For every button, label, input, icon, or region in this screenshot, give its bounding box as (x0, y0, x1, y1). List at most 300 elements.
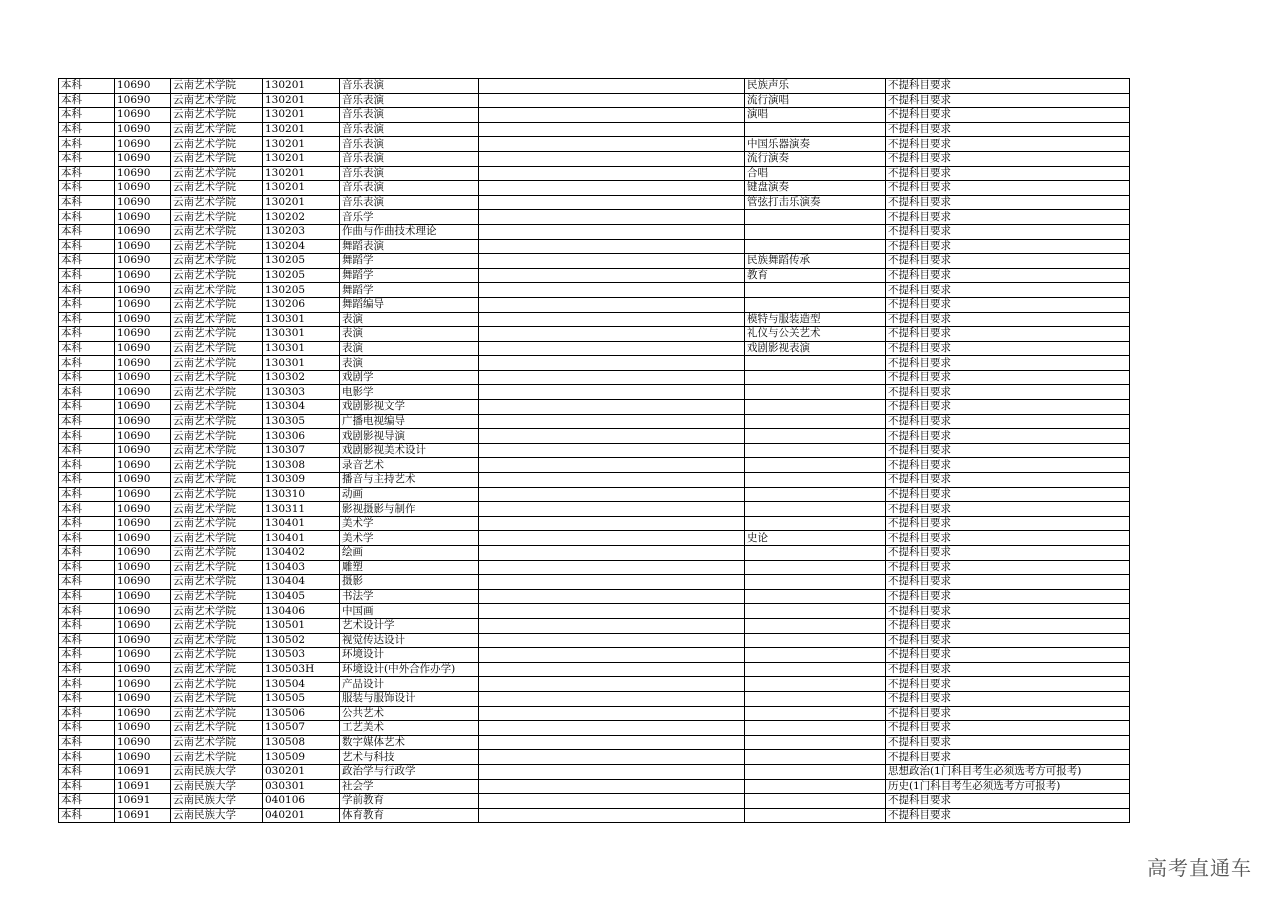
blank-cell (479, 560, 745, 575)
table-row (59, 516, 1130, 531)
major-code-cell: 130501 (263, 618, 340, 633)
direction-cell: 民族舞蹈传承 (745, 254, 886, 269)
blank-cell (479, 210, 745, 225)
table-row (59, 93, 1130, 108)
blank-cell (479, 151, 745, 166)
school-name-cell: 云南艺术学院 (171, 93, 263, 108)
major-name-cell: 动画 (340, 487, 479, 502)
requirement-cell: 不提科目要求 (886, 750, 1130, 765)
direction-cell (745, 297, 886, 312)
major-name-cell: 舞蹈学 (340, 283, 479, 298)
major-name-cell: 舞蹈表演 (340, 239, 479, 254)
requirement-cell: 历史(1门科目考生必须选考方可报考) (886, 779, 1130, 794)
requirement-cell: 不提科目要求 (886, 648, 1130, 663)
blank-cell (479, 400, 745, 415)
school-name-cell: 云南艺术学院 (171, 108, 263, 123)
blank-cell (479, 312, 745, 327)
major-code-cell: 130202 (263, 210, 340, 225)
major-code-cell: 130305 (263, 414, 340, 429)
table-row (59, 589, 1130, 604)
major-code-cell: 130201 (263, 166, 340, 181)
table-row (59, 633, 1130, 648)
level-cell: 本科 (59, 589, 115, 604)
major-code-cell: 130509 (263, 750, 340, 765)
table-row (59, 487, 1130, 502)
requirement-cell: 不提科目要求 (886, 443, 1130, 458)
table-row (59, 224, 1130, 239)
major-name-cell: 舞蹈编导 (340, 297, 479, 312)
level-cell: 本科 (59, 721, 115, 736)
direction-cell (745, 750, 886, 765)
table-body (59, 79, 1130, 823)
level-cell: 本科 (59, 414, 115, 429)
requirement-cell: 不提科目要求 (886, 239, 1130, 254)
major-name-cell: 公共艺术 (340, 706, 479, 721)
major-code-cell: 130406 (263, 604, 340, 619)
major-name-cell: 音乐表演 (340, 93, 479, 108)
school-code-cell: 10690 (115, 210, 171, 225)
table-row (59, 808, 1130, 823)
requirement-cell: 不提科目要求 (886, 283, 1130, 298)
major-name-cell: 雕塑 (340, 560, 479, 575)
major-name-cell: 摄影 (340, 575, 479, 590)
major-name-cell: 社会学 (340, 779, 479, 794)
major-code-cell: 130203 (263, 224, 340, 239)
blank-cell (479, 706, 745, 721)
blank-cell (479, 546, 745, 561)
major-name-cell: 戏剧学 (340, 370, 479, 385)
level-cell: 本科 (59, 181, 115, 196)
level-cell: 本科 (59, 691, 115, 706)
requirement-cell: 不提科目要求 (886, 370, 1130, 385)
school-code-cell: 10690 (115, 93, 171, 108)
level-cell: 本科 (59, 239, 115, 254)
school-code-cell: 10690 (115, 487, 171, 502)
requirement-cell: 不提科目要求 (886, 400, 1130, 415)
major-code-cell: 040106 (263, 794, 340, 809)
major-code-cell: 130311 (263, 502, 340, 517)
level-cell: 本科 (59, 268, 115, 283)
major-name-cell: 影视摄影与制作 (340, 502, 479, 517)
table-row (59, 618, 1130, 633)
level-cell: 本科 (59, 429, 115, 444)
blank-cell (479, 327, 745, 342)
major-code-cell: 130506 (263, 706, 340, 721)
school-name-cell: 云南艺术学院 (171, 312, 263, 327)
level-cell: 本科 (59, 546, 115, 561)
major-name-cell: 美术学 (340, 516, 479, 531)
school-name-cell: 云南艺术学院 (171, 356, 263, 371)
table-row (59, 691, 1130, 706)
school-name-cell: 云南艺术学院 (171, 151, 263, 166)
blank-cell (479, 297, 745, 312)
major-code-cell: 130205 (263, 268, 340, 283)
school-code-cell: 10690 (115, 677, 171, 692)
major-code-cell: 130301 (263, 356, 340, 371)
requirement-cell: 不提科目要求 (886, 560, 1130, 575)
major-code-cell: 130308 (263, 458, 340, 473)
requirement-cell: 不提科目要求 (886, 618, 1130, 633)
major-name-cell: 艺术与科技 (340, 750, 479, 765)
school-code-cell: 10690 (115, 531, 171, 546)
direction-cell: 流行演奏 (745, 151, 886, 166)
direction-cell (745, 691, 886, 706)
blank-cell (479, 93, 745, 108)
school-name-cell: 云南艺术学院 (171, 721, 263, 736)
table-row (59, 79, 1130, 94)
direction-cell: 中国乐器演奏 (745, 137, 886, 152)
school-code-cell: 10690 (115, 429, 171, 444)
blank-cell (479, 137, 745, 152)
school-name-cell: 云南艺术学院 (171, 181, 263, 196)
major-code-cell: 130201 (263, 93, 340, 108)
requirement-cell: 不提科目要求 (886, 502, 1130, 517)
blank-cell (479, 108, 745, 123)
school-code-cell: 10690 (115, 706, 171, 721)
requirement-cell: 不提科目要求 (886, 808, 1130, 823)
blank-cell (479, 794, 745, 809)
major-code-cell: 130401 (263, 531, 340, 546)
level-cell: 本科 (59, 516, 115, 531)
direction-cell: 合唱 (745, 166, 886, 181)
major-code-cell: 130307 (263, 443, 340, 458)
school-name-cell: 云南艺术学院 (171, 429, 263, 444)
level-cell: 本科 (59, 662, 115, 677)
school-code-cell: 10690 (115, 633, 171, 648)
blank-cell (479, 516, 745, 531)
blank-cell (479, 341, 745, 356)
school-code-cell: 10690 (115, 575, 171, 590)
level-cell: 本科 (59, 750, 115, 765)
major-name-cell: 服装与服饰设计 (340, 691, 479, 706)
requirement-cell: 不提科目要求 (886, 79, 1130, 94)
table-row (59, 356, 1130, 371)
major-name-cell: 音乐表演 (340, 151, 479, 166)
school-code-cell: 10690 (115, 224, 171, 239)
school-code-cell: 10690 (115, 458, 171, 473)
blank-cell (479, 414, 745, 429)
table-row (59, 370, 1130, 385)
table-row (59, 341, 1130, 356)
level-cell: 本科 (59, 93, 115, 108)
major-code-cell: 130503H (263, 662, 340, 677)
major-name-cell: 音乐表演 (340, 137, 479, 152)
blank-cell (479, 79, 745, 94)
requirement-cell: 不提科目要求 (886, 341, 1130, 356)
major-name-cell: 美术学 (340, 531, 479, 546)
school-code-cell: 10690 (115, 108, 171, 123)
table-row (59, 151, 1130, 166)
major-code-cell: 130206 (263, 297, 340, 312)
blank-cell (479, 283, 745, 298)
school-code-cell: 10690 (115, 414, 171, 429)
direction-cell: 教育 (745, 268, 886, 283)
school-name-cell: 云南艺术学院 (171, 516, 263, 531)
table-row (59, 531, 1130, 546)
table-row (59, 268, 1130, 283)
blank-cell (479, 458, 745, 473)
school-code-cell: 10690 (115, 254, 171, 269)
blank-cell (479, 473, 745, 488)
major-code-cell: 130403 (263, 560, 340, 575)
direction-cell: 键盘演奏 (745, 181, 886, 196)
school-code-cell: 10691 (115, 779, 171, 794)
school-code-cell: 10690 (115, 297, 171, 312)
blank-cell (479, 181, 745, 196)
major-name-cell: 音乐表演 (340, 181, 479, 196)
school-name-cell: 云南艺术学院 (171, 677, 263, 692)
school-code-cell: 10690 (115, 385, 171, 400)
direction-cell (745, 779, 886, 794)
level-cell: 本科 (59, 764, 115, 779)
blank-cell (479, 385, 745, 400)
major-code-cell: 130508 (263, 735, 340, 750)
school-name-cell: 云南民族大学 (171, 808, 263, 823)
school-code-cell: 10690 (115, 122, 171, 137)
major-code-cell: 130504 (263, 677, 340, 692)
school-name-cell: 云南艺术学院 (171, 195, 263, 210)
school-name-cell: 云南艺术学院 (171, 341, 263, 356)
level-cell: 本科 (59, 327, 115, 342)
level-cell: 本科 (59, 151, 115, 166)
direction-cell (745, 560, 886, 575)
school-name-cell: 云南艺术学院 (171, 546, 263, 561)
level-cell: 本科 (59, 648, 115, 663)
school-name-cell: 云南民族大学 (171, 779, 263, 794)
school-name-cell: 云南艺术学院 (171, 254, 263, 269)
direction-cell (745, 648, 886, 663)
level-cell: 本科 (59, 341, 115, 356)
major-code-cell: 130405 (263, 589, 340, 604)
direction-cell (745, 473, 886, 488)
requirement-cell: 不提科目要求 (886, 604, 1130, 619)
major-code-cell: 130304 (263, 400, 340, 415)
requirement-cell: 不提科目要求 (886, 93, 1130, 108)
major-name-cell: 表演 (340, 327, 479, 342)
direction-cell (745, 516, 886, 531)
school-code-cell: 10690 (115, 79, 171, 94)
school-name-cell: 云南艺术学院 (171, 122, 263, 137)
blank-cell (479, 618, 745, 633)
level-cell: 本科 (59, 108, 115, 123)
blank-cell (479, 633, 745, 648)
requirement-cell: 不提科目要求 (886, 706, 1130, 721)
major-name-cell: 书法学 (340, 589, 479, 604)
major-code-cell: 130201 (263, 137, 340, 152)
level-cell: 本科 (59, 604, 115, 619)
requirement-cell: 不提科目要求 (886, 356, 1130, 371)
requirement-cell: 不提科目要求 (886, 297, 1130, 312)
blank-cell (479, 268, 745, 283)
direction-cell (745, 604, 886, 619)
level-cell: 本科 (59, 618, 115, 633)
blank-cell (479, 531, 745, 546)
school-name-cell: 云南艺术学院 (171, 560, 263, 575)
direction-cell (745, 429, 886, 444)
blank-cell (479, 487, 745, 502)
requirement-cell: 不提科目要求 (886, 122, 1130, 137)
level-cell: 本科 (59, 487, 115, 502)
school-name-cell: 云南艺术学院 (171, 283, 263, 298)
level-cell: 本科 (59, 122, 115, 137)
table-row (59, 735, 1130, 750)
requirement-cell: 不提科目要求 (886, 487, 1130, 502)
level-cell: 本科 (59, 794, 115, 809)
major-code-cell: 030301 (263, 779, 340, 794)
direction-cell (745, 735, 886, 750)
school-code-cell: 10690 (115, 750, 171, 765)
blank-cell (479, 443, 745, 458)
school-code-cell: 10690 (115, 400, 171, 415)
major-name-cell: 电影学 (340, 385, 479, 400)
school-code-cell: 10690 (115, 735, 171, 750)
direction-cell (745, 385, 886, 400)
blank-cell (479, 764, 745, 779)
table-row (59, 429, 1130, 444)
table-row (59, 108, 1130, 123)
table-row (59, 122, 1130, 137)
school-name-cell: 云南艺术学院 (171, 370, 263, 385)
requirement-cell: 不提科目要求 (886, 575, 1130, 590)
table-row (59, 297, 1130, 312)
major-code-cell: 130205 (263, 283, 340, 298)
table-row (59, 764, 1130, 779)
level-cell: 本科 (59, 166, 115, 181)
table-row (59, 312, 1130, 327)
direction-cell: 史论 (745, 531, 886, 546)
requirement-cell: 不提科目要求 (886, 516, 1130, 531)
school-code-cell: 10690 (115, 151, 171, 166)
blank-cell (479, 370, 745, 385)
school-code-cell: 10690 (115, 648, 171, 663)
major-code-cell: 130201 (263, 79, 340, 94)
major-name-cell: 作曲与作曲技术理论 (340, 224, 479, 239)
school-code-cell: 10690 (115, 327, 171, 342)
blank-cell (479, 662, 745, 677)
school-name-cell: 云南艺术学院 (171, 297, 263, 312)
school-name-cell: 云南艺术学院 (171, 385, 263, 400)
level-cell: 本科 (59, 137, 115, 152)
requirement-cell: 不提科目要求 (886, 677, 1130, 692)
blank-cell (479, 254, 745, 269)
blank-cell (479, 575, 745, 590)
table-row (59, 721, 1130, 736)
level-cell: 本科 (59, 575, 115, 590)
major-code-cell: 130303 (263, 385, 340, 400)
school-code-cell: 10690 (115, 443, 171, 458)
blank-cell (479, 691, 745, 706)
major-name-cell: 音乐表演 (340, 122, 479, 137)
level-cell: 本科 (59, 370, 115, 385)
level-cell: 本科 (59, 502, 115, 517)
table-row (59, 648, 1130, 663)
major-name-cell: 舞蹈学 (340, 254, 479, 269)
school-code-cell: 10690 (115, 341, 171, 356)
direction-cell (745, 224, 886, 239)
direction-cell: 戏剧影视表演 (745, 341, 886, 356)
watermark: 高考直通车 (1147, 856, 1252, 880)
direction-cell (745, 356, 886, 371)
requirement-cell: 不提科目要求 (886, 268, 1130, 283)
direction-cell (745, 283, 886, 298)
level-cell: 本科 (59, 633, 115, 648)
major-name-cell: 表演 (340, 341, 479, 356)
direction-cell: 模特与服装造型 (745, 312, 886, 327)
major-name-cell: 环境设计(中外合作办学) (340, 662, 479, 677)
requirement-cell: 不提科目要求 (886, 662, 1130, 677)
level-cell: 本科 (59, 458, 115, 473)
table-row (59, 210, 1130, 225)
major-code-cell: 130301 (263, 341, 340, 356)
direction-cell (745, 370, 886, 385)
school-code-cell: 10690 (115, 356, 171, 371)
direction-cell (745, 633, 886, 648)
level-cell: 本科 (59, 808, 115, 823)
table-row (59, 414, 1130, 429)
table-row (59, 137, 1130, 152)
direction-cell: 礼仪与公关艺术 (745, 327, 886, 342)
table-row (59, 400, 1130, 415)
blank-cell (479, 735, 745, 750)
school-code-cell: 10691 (115, 808, 171, 823)
blank-cell (479, 502, 745, 517)
school-name-cell: 云南艺术学院 (171, 648, 263, 663)
level-cell: 本科 (59, 400, 115, 415)
table-row (59, 458, 1130, 473)
major-code-cell: 130306 (263, 429, 340, 444)
major-name-cell: 舞蹈学 (340, 268, 479, 283)
major-code-cell: 130401 (263, 516, 340, 531)
school-code-cell: 10690 (115, 721, 171, 736)
direction-cell: 演唱 (745, 108, 886, 123)
direction-cell (745, 122, 886, 137)
major-code-cell: 130502 (263, 633, 340, 648)
school-name-cell: 云南艺术学院 (171, 633, 263, 648)
blank-cell (479, 648, 745, 663)
table-row (59, 166, 1130, 181)
school-name-cell: 云南艺术学院 (171, 662, 263, 677)
table-row (59, 239, 1130, 254)
major-name-cell: 中国画 (340, 604, 479, 619)
requirement-cell: 不提科目要求 (886, 473, 1130, 488)
school-name-cell: 云南艺术学院 (171, 137, 263, 152)
table-row (59, 575, 1130, 590)
table-row (59, 604, 1130, 619)
major-code-cell: 130301 (263, 327, 340, 342)
table-row (59, 254, 1130, 269)
direction-cell (745, 458, 886, 473)
school-name-cell: 云南艺术学院 (171, 618, 263, 633)
school-code-cell: 10690 (115, 502, 171, 517)
school-name-cell: 云南艺术学院 (171, 268, 263, 283)
blank-cell (479, 750, 745, 765)
school-name-cell: 云南艺术学院 (171, 473, 263, 488)
major-code-cell: 130404 (263, 575, 340, 590)
school-name-cell: 云南艺术学院 (171, 531, 263, 546)
level-cell: 本科 (59, 443, 115, 458)
direction-cell (745, 677, 886, 692)
requirement-cell: 不提科目要求 (886, 151, 1130, 166)
requirement-cell: 不提科目要求 (886, 385, 1130, 400)
school-name-cell: 云南艺术学院 (171, 691, 263, 706)
blank-cell (479, 122, 745, 137)
school-code-cell: 10690 (115, 691, 171, 706)
table-row (59, 662, 1130, 677)
direction-cell (745, 706, 886, 721)
table-row (59, 385, 1130, 400)
table-row (59, 327, 1130, 342)
major-code-cell: 130201 (263, 122, 340, 137)
